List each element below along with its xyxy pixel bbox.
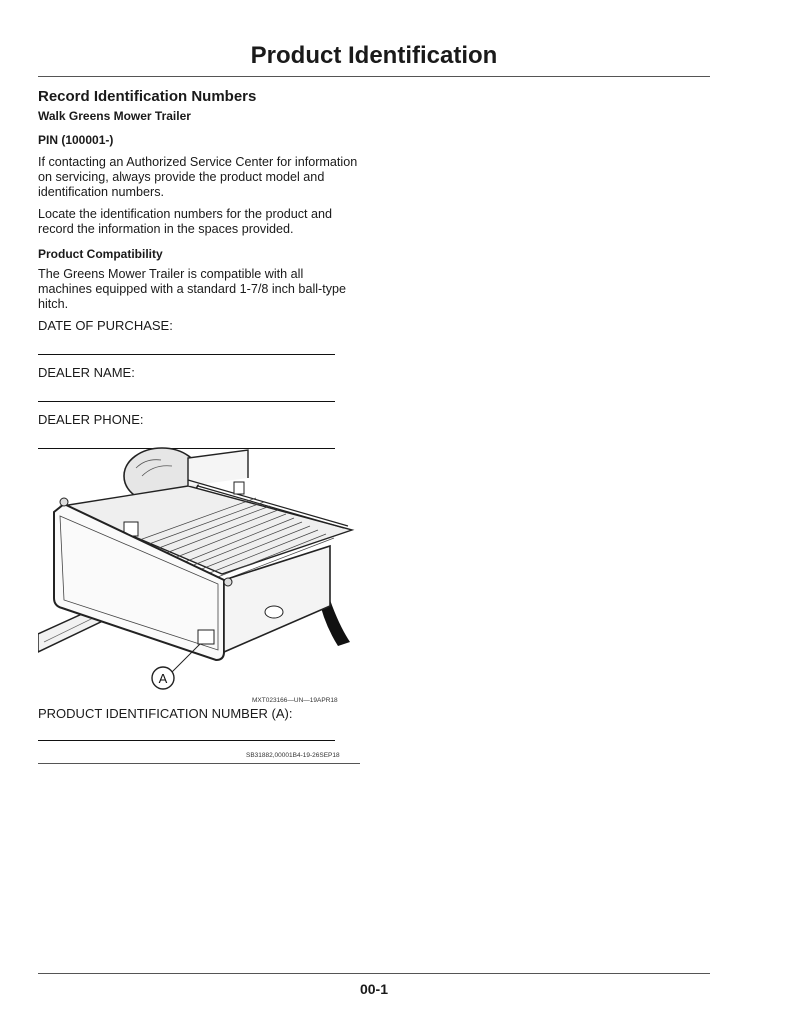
figure-caption: MXT023166—UN—19APR18	[252, 697, 338, 704]
dealer-name-blank	[38, 401, 335, 402]
dealer-phone-label: DEALER PHONE:	[38, 412, 144, 427]
compat-paragraph: The Greens Mower Trailer is compatible with all machines equipped with a standard 1-7/8 inch ball-type hitch.	[38, 267, 347, 311]
paragraph-contact: If contacting an Authorized Service Center for information on servicing, always provide the product model and identification numbers.	[38, 155, 358, 199]
page-number: 00-1	[359, 981, 389, 997]
callout-a-label: A	[158, 671, 168, 686]
footer-divider	[38, 973, 710, 974]
dealer-name-label: DEALER NAME:	[38, 365, 135, 380]
date-of-purchase-blank	[38, 354, 335, 355]
section-heading: Record Identification Numbers	[38, 88, 257, 105]
reference-divider	[38, 763, 360, 764]
trailer-illustration	[38, 446, 360, 706]
product-id-number-label: PRODUCT IDENTIFICATION NUMBER (A):	[38, 706, 293, 721]
section-subheading: Walk Greens Mower Trailer	[38, 109, 191, 123]
pin-heading: PIN (100001-)	[38, 133, 114, 147]
page-title: Product Identification	[250, 42, 498, 69]
product-id-number-blank	[38, 740, 335, 741]
date-of-purchase-label: DATE OF PURCHASE:	[38, 318, 173, 333]
header-divider	[38, 76, 710, 77]
reference-code: SB31882,00001B4-19-26SEP18	[246, 752, 340, 759]
content-column	[38, 86, 360, 449]
compat-heading: Product Compatibility	[38, 247, 163, 261]
paragraph-locate: Locate the identification numbers for the product and record the information in the spaces provided.	[38, 207, 333, 236]
